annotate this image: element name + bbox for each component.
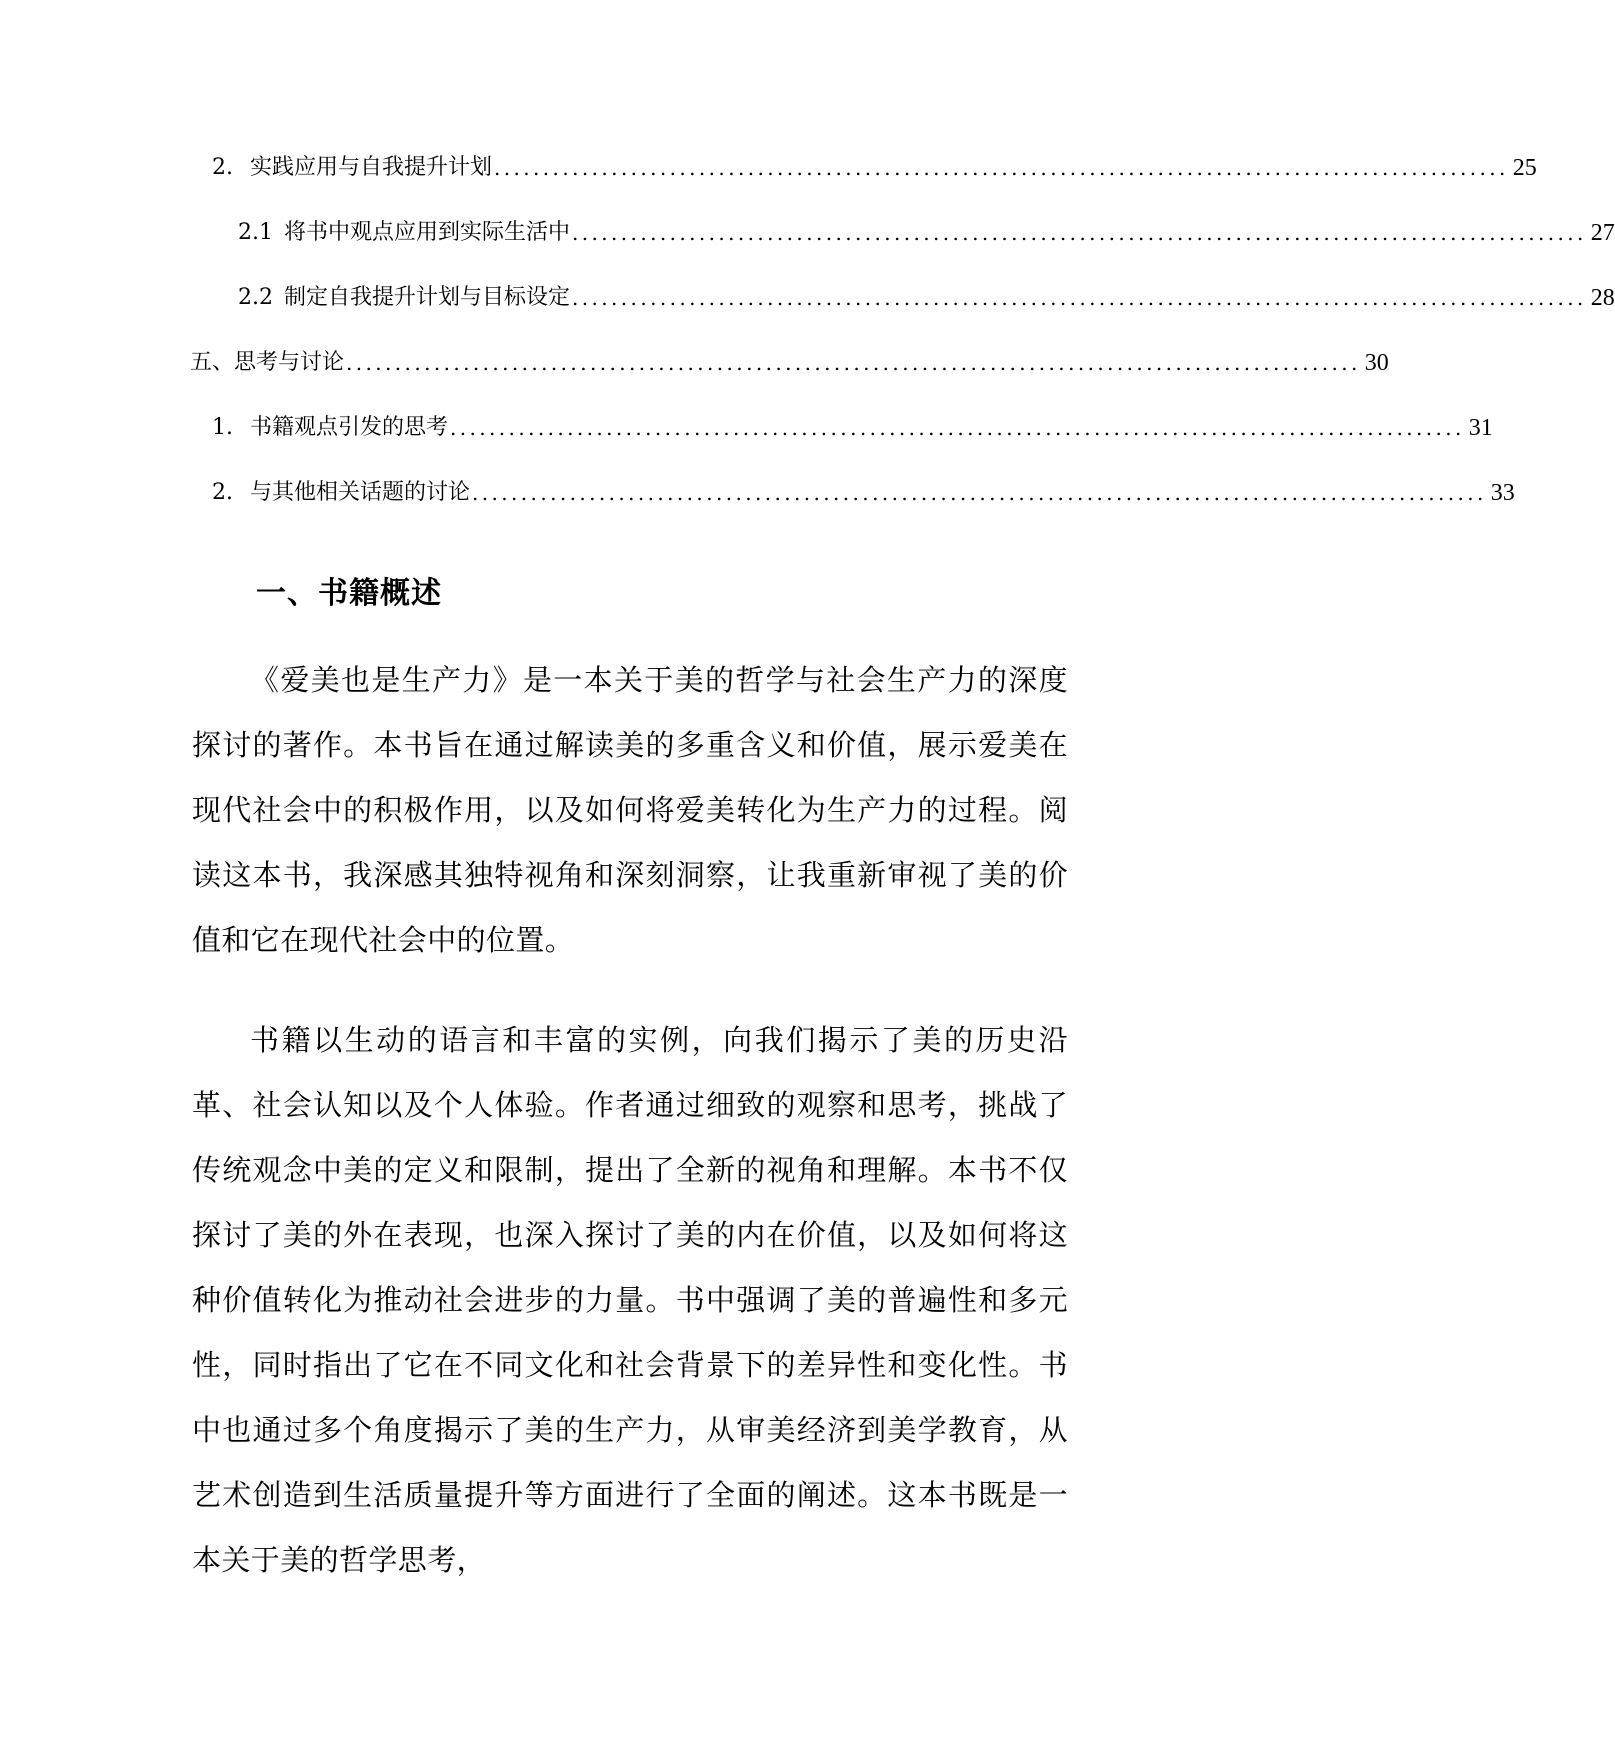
body-paragraph: 《爱美也是生产力》是一本关于美的哲学与社会生产力的深度探讨的著作。本书旨在通过解读美的多重含义和价值，展示爱美在现代社会中的积极作用，以及如何将爱美转化为生产力的过程。阅读这本书，我深感其独特视角和深刻洞察，让我重新审视了美的价值和它在现代社会中的位置。 [192,663,1068,957]
toc-entry-page: 25 [1512,155,1537,181]
toc-entry-page: 27 [1590,220,1615,246]
toc-dot-leader: ........................................................................................................ [346,351,1361,375]
toc-entry[interactable] [212,150,1537,186]
body-paragraph: 书籍以生动的语言和丰富的实例，向我们揭示了美的历史沿革、社会认知以及个人体验。作者通过细致的观察和思考，挑战了传统观念中美的定义和限制，提出了全新的视角和理解。本书不仅探讨了美的外在表现，也深入探讨了美的内在价值，以及如何将这种价值转化为推动社会进步的力量。书中强调了美的普遍性和多元性，同时指出了它在不同文化和社会背景下的差异性和变化性。书中也通过多个角度揭示了美的生产力，从审美经济到美学教育，从艺术创造到生活质量提升等方面进行了全面的阐述。这本书既是一本关于美的哲学思考， [192,1023,1068,1577]
toc-entry-number: 2. [212,480,233,505]
toc-entry-page: 33 [1490,480,1515,506]
toc-entry[interactable] [238,280,1615,316]
toc-entry[interactable] [212,410,1493,446]
toc-dot-leader: ........................................................................................................ [572,286,1587,310]
toc-entry-number: 1. [212,415,233,440]
toc-entry[interactable] [190,345,1389,381]
toc-entry-title: 书籍观点引发的思考 [250,415,449,440]
toc-entry-page: 28 [1590,285,1615,311]
toc-dot-leader: ........................................................................................................ [572,221,1587,245]
toc-entry-number: 2.2 [238,285,273,310]
toc-entry[interactable] [212,475,1515,511]
toc-entry-title: 实践应用与自我提升计划 [250,155,493,180]
toc-dot-leader: ........................................................................................................ [472,481,1487,505]
section-heading: 一、书籍概述 [256,576,442,611]
toc-entry-number: 2. [212,155,233,180]
toc-entry[interactable] [238,215,1615,251]
toc-entry-title: 将书中观点应用到实际生活中 [284,220,571,245]
toc-entry-number: 2.1 [238,220,273,245]
toc-dot-leader: ........................................................................................................ [450,416,1465,440]
toc-entry-page: 31 [1468,415,1493,441]
toc-entry-title: 制定自我提升计划与目标设定 [284,285,571,310]
toc-dot-leader: ........................................................................................................ [494,156,1509,180]
toc-entry-title: 五、思考与讨论 [190,350,345,375]
toc-entry-title: 与其他相关话题的讨论 [250,480,471,505]
toc-entry-page: 30 [1364,350,1389,376]
